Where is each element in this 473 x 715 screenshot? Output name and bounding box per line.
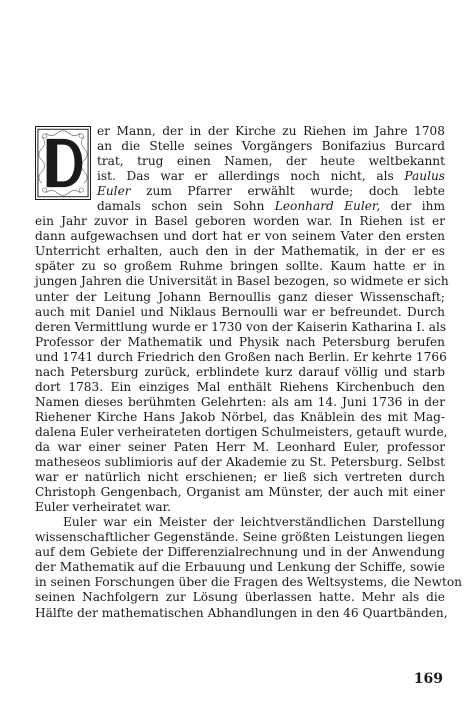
text-line: [35, 199, 445, 214]
text-line: da war einer seiner Paten Herr M. Leonhard Euler, professor: [35, 439, 445, 454]
text-line: trat, trug einen Namen, der heute weltbekannt: [97, 154, 445, 169]
text-line: an die Stelle seines Vorgängers Bonifazius Burcard: [97, 139, 445, 154]
text-line: deren Vermittlung wurde er 1730 von der Kaiserin Katharina I. als: [35, 319, 447, 334]
text-line: Riehener Kirche Hans Jakob Nörbel, das Knäblein des mit Mag-: [35, 409, 445, 424]
text-line: auch mit Daniel und Niklaus Bernoulli war er befreundet. Durch: [35, 304, 445, 319]
text-line: ein Jahr zuvor in Basel geboren worden war. In Riehen ist er: [35, 214, 445, 229]
text-line: er Mann, der in der Kirche zu Riehen im Jahre 1708: [97, 124, 445, 138]
text-line: Christoph Gengenbach, Organist am Münster, der auch mit einer: [35, 485, 445, 500]
italic-name-euler: Euler: [97, 184, 131, 199]
text-line: später zu so großem Ruhme bringen sollte. Kaum hatte er in: [35, 259, 445, 274]
text-line: jungen Jahren die Universität in Basel bezogen, so widmete er sich: [35, 274, 449, 289]
text-line: unter der Leitung Johann Bernoullis ganz dieser Wissenschaft;: [35, 289, 445, 304]
italic-name-leonhard-euler: Leonhard Euler,: [274, 199, 381, 214]
text-line: Hälfte der mathematischen Abhandlungen in den 46 Quartbänden,: [35, 605, 448, 620]
text-line: [35, 184, 445, 199]
text-line: Euler war ein Meister der leichtverständlichen Darstellung: [63, 515, 445, 530]
text-segment: damals schon sein Sohn: [97, 199, 265, 214]
dropcap-initial: [35, 126, 91, 200]
text-segment: zum Pfarrer erwählt wurde; doch lebte: [130, 184, 445, 199]
text-segment: ist. Das war er allerdings noch nicht, als: [97, 169, 394, 184]
text-line: der Mathematik auf die Erbauung und Lenkung der Schiffe, sowie: [35, 560, 445, 575]
text-line: Namen dieses berühmten Gelehrten: als am 14. Juni 1736 in der: [35, 394, 445, 409]
text-line: matheseos sublimioris auf der Akademie zu St. Petersburg. Selbst: [35, 455, 445, 470]
text-line: Unterricht erhalten, auch den in der Mathematik, in der er es: [35, 244, 445, 259]
text-line: nach Petersburg zurück, erblindete kurz darauf völlig und starb: [35, 364, 445, 379]
text-line: seinen Nachfolgern zur Lösung überlassen hatte. Mehr als die: [35, 590, 445, 605]
dropcap-letter-d-icon: [36, 127, 90, 199]
text-line: auf dem Gebiete der Differenzialrechnung und in der Anwendung: [35, 545, 445, 560]
text-line: in seinen Forschungen über die Fragen des Weltsystems, die Newton: [35, 575, 463, 590]
text-body: [35, 124, 463, 621]
text-line: Professor der Mathematik und Physik nach Petersburg berufen: [35, 334, 445, 349]
text-line: wissenschaftlicher Gegenstände. Seine größten Leistungen liegen: [35, 530, 445, 545]
text-segment: der ihm: [390, 199, 445, 214]
text-line: Euler verheiratet war.: [35, 500, 171, 515]
text-line: dalena Euler verheirateten dortigen Schulmeisters, getauft wurde,: [35, 424, 448, 439]
page-number: 169: [413, 671, 443, 687]
text-line: dort 1783. Ein einziges Mal enthält Riehens Kirchenbuch den: [35, 379, 445, 394]
text-line: dann aufgewachsen und dort hat er von seinem Vater den ersten: [35, 229, 445, 244]
italic-name-paulus: Paulus: [404, 169, 446, 184]
text-line: und 1741 durch Friedrich den Großen nach Berlin. Er kehrte 1766: [35, 349, 447, 364]
text-line: war er natürlich nicht erschienen; er ließ sich vertreten durch: [35, 470, 445, 485]
text-line: [35, 169, 445, 184]
